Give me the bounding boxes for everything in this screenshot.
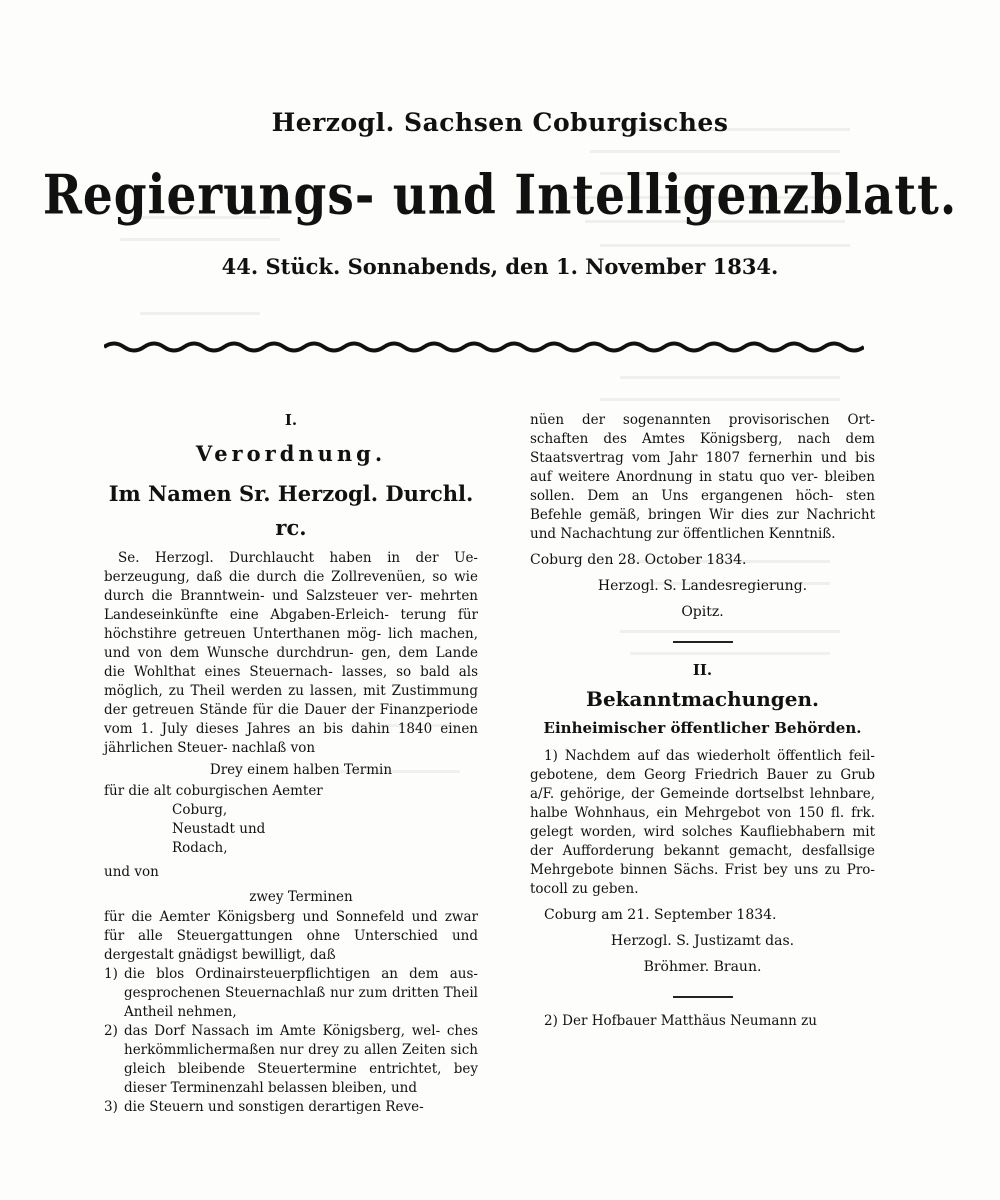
decorative-wave-rule — [104, 336, 864, 358]
section-number-2: II. — [692, 661, 713, 679]
section-heading: Verordnung. — [195, 441, 387, 466]
und-von-line: und von — [104, 864, 159, 880]
right-column — [530, 411, 875, 1031]
ordinance-paragraph: Se. Herzogl. Durchlaucht haben in der Ue- berzeugung, daß die durch die Zollrevenüen, so wie durch die Branntwein- und Salzsteuer ver- mehrten Landeseinkünfte eine Abgaben-Erleich- terung für höchstihre getreuen Unterthanen mög- lich machen, und von dem Wunsche durchdrun- gen, dem Lande die Wohlthat eines Steuernach- lasses, so bald als möglich, zu Theil werden zu lassen, mit Zustimmung der getreuen Stände für die Dauer der Finanzperiode vom 1. July dieses Jahres an bis dahin 1840 einen jährlichen Steuer- nachlaß von — [104, 550, 478, 756]
signature: Opitz. — [681, 604, 724, 620]
section-number: I. — [284, 411, 298, 429]
place-neustadt: Neustadt und — [172, 821, 266, 837]
list-item-text: die blos Ordinairsteuerpflichtigen an dem aus- gesprochenen Steuernachlaß nur zum dritten Theil Antheil nehmen, — [124, 966, 478, 1020]
section-subheading-2: Einheimischer öffentlicher Behörden. — [543, 719, 862, 737]
list-item — [104, 1022, 478, 1098]
term-two: zwey Terminen — [249, 889, 353, 905]
place-coburg: Coburg, — [172, 802, 228, 818]
list-item — [104, 1098, 478, 1117]
for-offices-line: für die alt coburgischen Aemter — [104, 783, 323, 799]
masthead-publisher: Herzogl. Sachsen Coburgisches — [271, 108, 729, 137]
signatures-2: Bröhmer. Braun. — [643, 959, 762, 975]
dateline: Coburg den 28. October 1834. — [530, 552, 747, 568]
issuing-authority: Herzogl. S. Landesregierung. — [597, 578, 808, 594]
list-item-number: 2) — [104, 1023, 118, 1039]
section-subheading: Im Namen Sr. Herzogl. Durchl. rc. — [108, 481, 474, 540]
section-divider — [673, 641, 733, 643]
term-one: Drey einem halben Termin — [209, 762, 393, 778]
ordinance-continuation: nüen der sogenannten provisorischen Ort- schaften des Amtes Königsberg, nach dem Staatsvertrag vom Jahr 1807 fernerhin und bis auf weitere Anordnung in statu quo ver- bleiben sollen. Dem an Uns ergangenen höch- sten Befehle gemäß, bringen Wir dies zur Nachricht und Nachachtung zur öffentlichen Kenntniß. — [530, 412, 875, 542]
section-heading-2: Bekanntmachungen. — [586, 687, 819, 711]
ordinance-paragraph-2: für die Aemter Königsberg und Sonnefeld und zwar für alle Steuergattungen ohne Unterschied und dergestalt gnädigst bewilligt, daß — [104, 909, 478, 963]
list-item — [104, 965, 478, 1022]
dateline-2: Coburg am 21. September 1834. — [544, 907, 777, 923]
notice-two: 2) Der Hofbauer Matthäus Neumann zu — [544, 1013, 817, 1029]
list-item-number: 3) — [104, 1099, 118, 1115]
list-item-text: die Steuern und sonstigen derartigen Reve- — [124, 1099, 424, 1115]
place-rodach: Rodach, — [172, 840, 228, 856]
list-item-number: 1) — [104, 966, 118, 982]
notice-one: 1) Nachdem auf das wiederholt öffentlich feil- gebotene, dem Georg Friedrich Bauer zu Grub a/F. gehörige, der Gemeinde dortselbst lehnbare, halbe Wohnhaus, ein Mehrgebot von 150 fl. frk. gelegt worden, wird solches Kaufliebhabern mit der Aufforderung bekannt gemacht, desfallsige Mehrgebote binnen Sächs. Frist bey uns zu Pro- tocoll zu geben. — [530, 748, 875, 897]
section-divider-2 — [673, 996, 733, 998]
list-item-text: das Dorf Nassach im Amte Königsberg, wel- ches herkömmlichermaßen nur drey zu allen Zeiten sich gleich bleibende Steuertermine entrichtet, bey dieser Terminenzahl belassen bleiben, und — [124, 1023, 478, 1096]
issue-line: 44. Stück. Sonnabends, den 1. November 1834. — [221, 254, 779, 279]
issuing-authority-2: Herzogl. S. Justizamt das. — [610, 933, 795, 949]
left-column — [104, 405, 478, 1117]
masthead-title: Regierungs- und Intelligenzblatt. — [42, 163, 958, 228]
